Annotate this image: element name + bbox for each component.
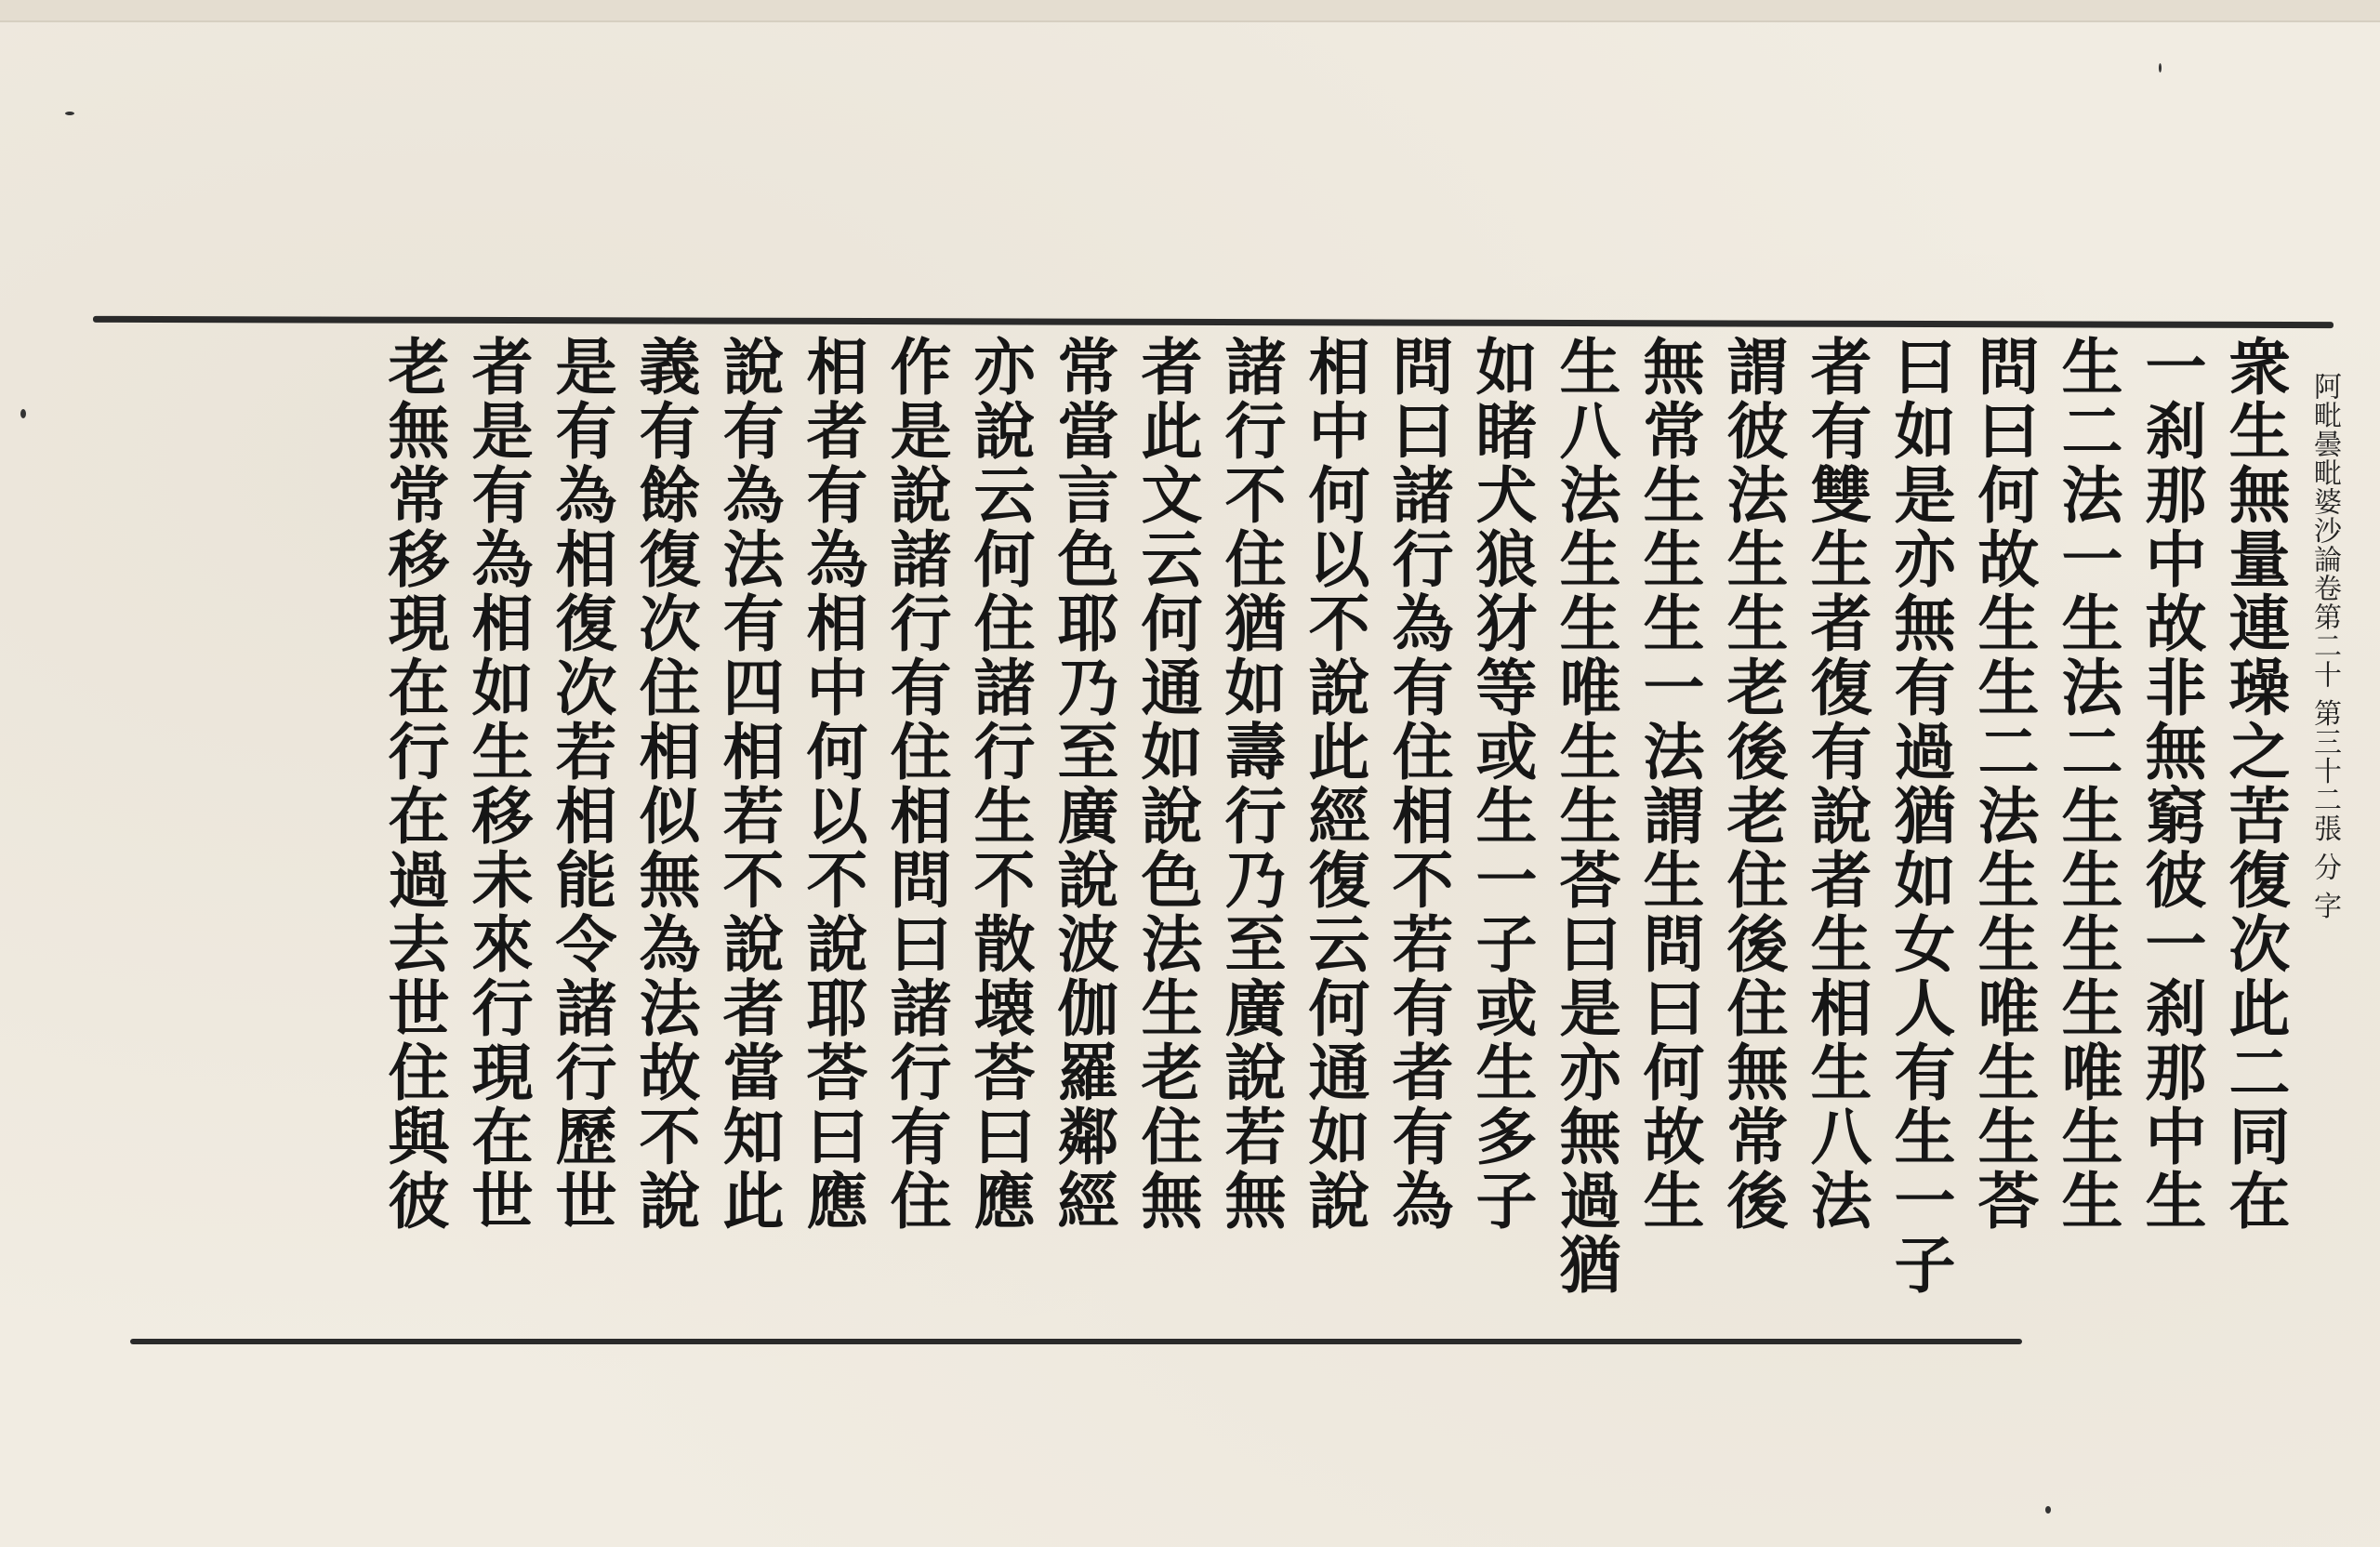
text-column: 問曰何故生生二法生生唯生生荅 <box>1967 335 2040 1233</box>
text-column: 無常生生生一法謂生問曰何故生 <box>1633 335 1705 1233</box>
text-column: 義有餘復次住相似無為法故不說 <box>628 335 701 1233</box>
text-column: 衆生無量連璪之苦復次此二同在 <box>2218 335 2291 1233</box>
text-column: 亦說云何住諸行生不散壊荅曰應 <box>963 335 1036 1233</box>
text-column: 謂彼法生生老後老住後住無常後 <box>1716 335 1789 1233</box>
text-column: 者有雙生者復有說者生相生八法 <box>1800 335 1872 1233</box>
text-column: 如睹犬狼犲等或生一子或生多子 <box>1465 335 1538 1233</box>
text-column: 是有為相復次若相能令諸行歷世 <box>545 335 617 1233</box>
text-column: 生八法生生唯生生荅曰是亦無過猶 <box>1549 335 1621 1297</box>
margin-note: 阿毗曇毗婆沙論卷第二十 第三十二張 分 字 <box>2308 372 2341 920</box>
ink-speck <box>65 112 74 115</box>
ink-speck <box>2159 63 2162 73</box>
text-column: 作是說諸行有住相問曰諸行有住 <box>879 335 952 1233</box>
text-column: 一刹那中故非無窮彼一刹那中生 <box>2135 335 2207 1233</box>
frame-top-rule <box>93 316 2334 328</box>
text-column: 相者有為相中何以不說耶荅曰應 <box>796 335 868 1233</box>
text-column: 者此文云何通如說色法生老住無 <box>1130 335 1203 1233</box>
text-column: 常當言色耶乃至廣說波伽羅鄰經 <box>1047 335 1119 1233</box>
page-fold-edge <box>0 0 2380 22</box>
text-column: 問曰諸行為有住相不若有者有為 <box>1382 335 1454 1233</box>
ink-speck <box>2045 1506 2051 1514</box>
text-columns <box>372 335 2296 1329</box>
frame-bottom-rule <box>130 1339 2022 1344</box>
ink-speck <box>20 409 26 418</box>
text-column: 相中何以不說此經復云何通如說 <box>1298 335 1370 1233</box>
text-column: 老無常移現在行在過去世住與彼 <box>377 335 450 1233</box>
text-column: 諸行不住猶如壽行乃至廣說若無 <box>1214 335 1287 1233</box>
text-column: 曰如是亦無有過猶如女人有生一子 <box>1884 335 1956 1297</box>
text-column: 說有為法有四相若不說者當知此 <box>712 335 785 1233</box>
text-column: 者是有為相如生移未來行現在世 <box>461 335 534 1233</box>
text-column: 生二法一生法二生生生生唯生生 <box>2051 335 2123 1233</box>
